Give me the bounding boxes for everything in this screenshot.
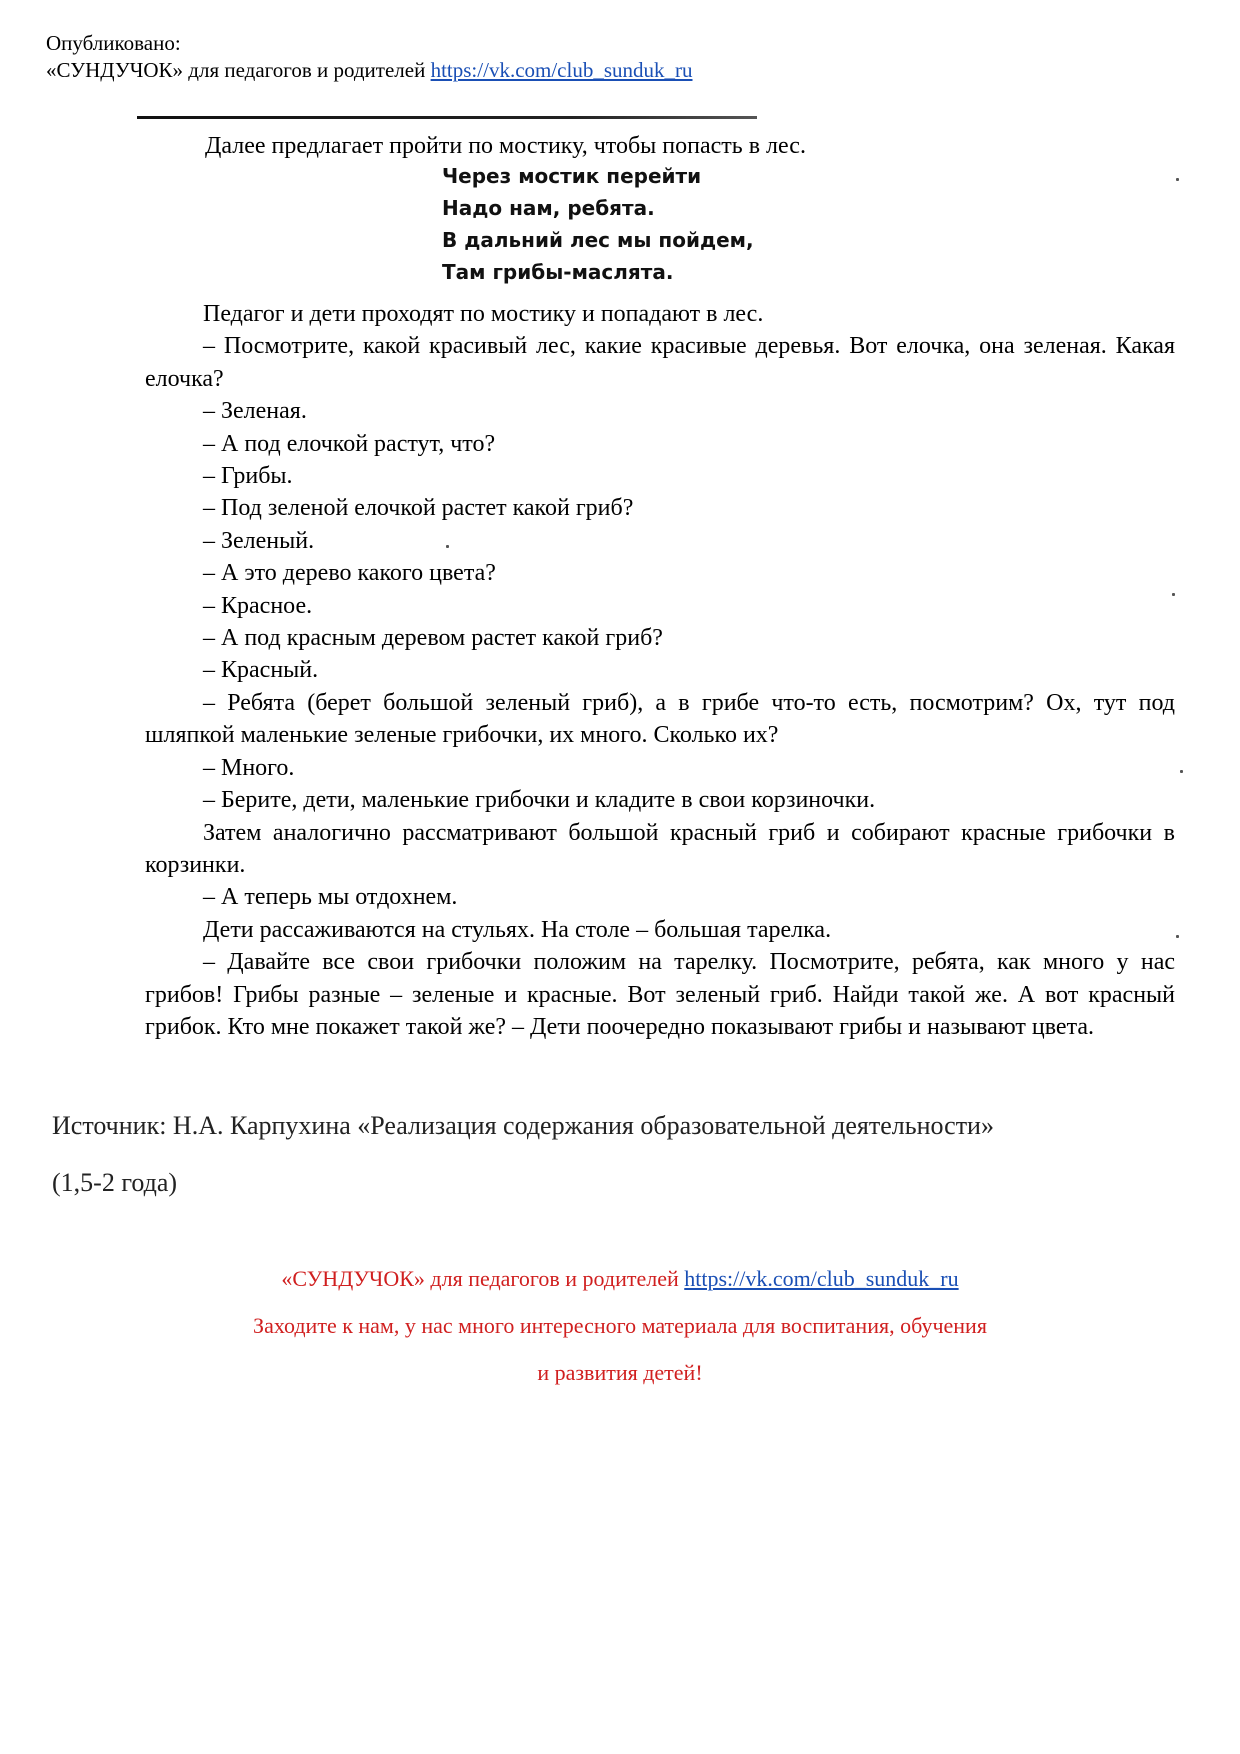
scan-speck xyxy=(1176,178,1179,181)
paragraph: – Посмотрите, какой красивый лес, какие красивые деревья. Вот елочка, она зеленая. Какая елочка? xyxy=(145,333,1175,392)
footer-club-name: «СУНДУЧОК» для педагогов и родителей xyxy=(281,1266,679,1291)
header-club-line xyxy=(46,57,693,84)
paragraph: – А под красным деревом растет какой гриб? xyxy=(203,625,663,652)
scan-speck xyxy=(1172,593,1175,596)
paragraph: Затем аналогично рассматривают большой красный гриб и собирают красные грибочки в корзинки. xyxy=(145,819,1175,878)
poem xyxy=(442,160,754,288)
paragraph: – Грибы. xyxy=(203,463,293,490)
scan-top-rule xyxy=(137,116,757,119)
source-age: (1,5-2 года) xyxy=(52,1168,178,1197)
intro-paragraph: Далее предлагает пройти по мостику, чтобы попасть в лес. xyxy=(205,133,806,159)
scan-speck xyxy=(1176,935,1179,938)
footer-club-line xyxy=(0,1265,1240,1293)
paragraph: – Красный. xyxy=(203,657,319,684)
paragraph: – Под зеленой елочкой растет какой гриб? xyxy=(203,495,634,522)
paragraph: – Ребята (берет большой зеленый гриб), а в грибе что-то есть, посмотрим? Ох, тут под шляпкой маленькие зеленые грибочки, их много. Сколько их? xyxy=(145,689,1175,749)
dialogue-body xyxy=(145,298,1175,1043)
poem-line: Надо нам, ребята. xyxy=(442,196,655,220)
poem-line: Через мостик перейти xyxy=(442,164,702,188)
header-club-name: «СУНДУЧОК» для педагогов и родителей xyxy=(46,58,426,82)
poem-line: Там грибы-маслята. xyxy=(442,260,674,284)
paragraph: – А теперь мы отдохнем. xyxy=(203,884,458,911)
paragraph: – Много. xyxy=(203,754,295,781)
header-club-link[interactable]: https://vk.com/club_sunduk_ru xyxy=(430,58,693,82)
published-header xyxy=(46,30,693,84)
poem-line: В дальний лес мы пойдем, xyxy=(442,228,754,252)
footer-invite: Заходите к нам, у нас много интересного материала для воспитания, обучения xyxy=(253,1313,987,1338)
scan-speck xyxy=(446,545,449,548)
paragraph: – А под елочкой растут, что? xyxy=(203,430,496,457)
paragraph: Дети рассаживаются на стульях. На столе – большая тарелка. xyxy=(203,916,832,943)
paragraph: – Давайте все свои грибочки положим на тарелку. Посмотрите, ребята, как много у нас грибов! Грибы разные – зеленые и красные. Вот зеленый гриб. Найди такой же. А вот красный грибок. Кто мне покажет такой же? – Дети поочередно показывают грибы и называют цвета. xyxy=(145,949,1175,1040)
scan-intro xyxy=(145,130,1175,162)
paragraph: – Берите, дети, маленькие грибочки и кладите в свои корзиночки. xyxy=(203,787,876,814)
paragraph: – Красное. xyxy=(203,592,313,619)
paragraph: – А это дерево какого цвета? xyxy=(203,560,496,587)
paragraph: Педагог и дети проходят по мостику и попадают в лес. xyxy=(203,301,764,327)
source-line: Источник: Н.А. Карпухина «Реализация содержания образовательной деятельности» xyxy=(52,1111,994,1140)
footer-invite-end: и развития детей! xyxy=(537,1360,703,1385)
paragraph: – Зеленый. xyxy=(203,527,315,554)
scan-speck xyxy=(1180,770,1183,773)
published-label: Опубликовано: xyxy=(46,31,181,55)
footer-club-link[interactable]: https://vk.com/club_sunduk_ru xyxy=(684,1266,959,1291)
paragraph: – Зеленая. xyxy=(203,398,307,425)
